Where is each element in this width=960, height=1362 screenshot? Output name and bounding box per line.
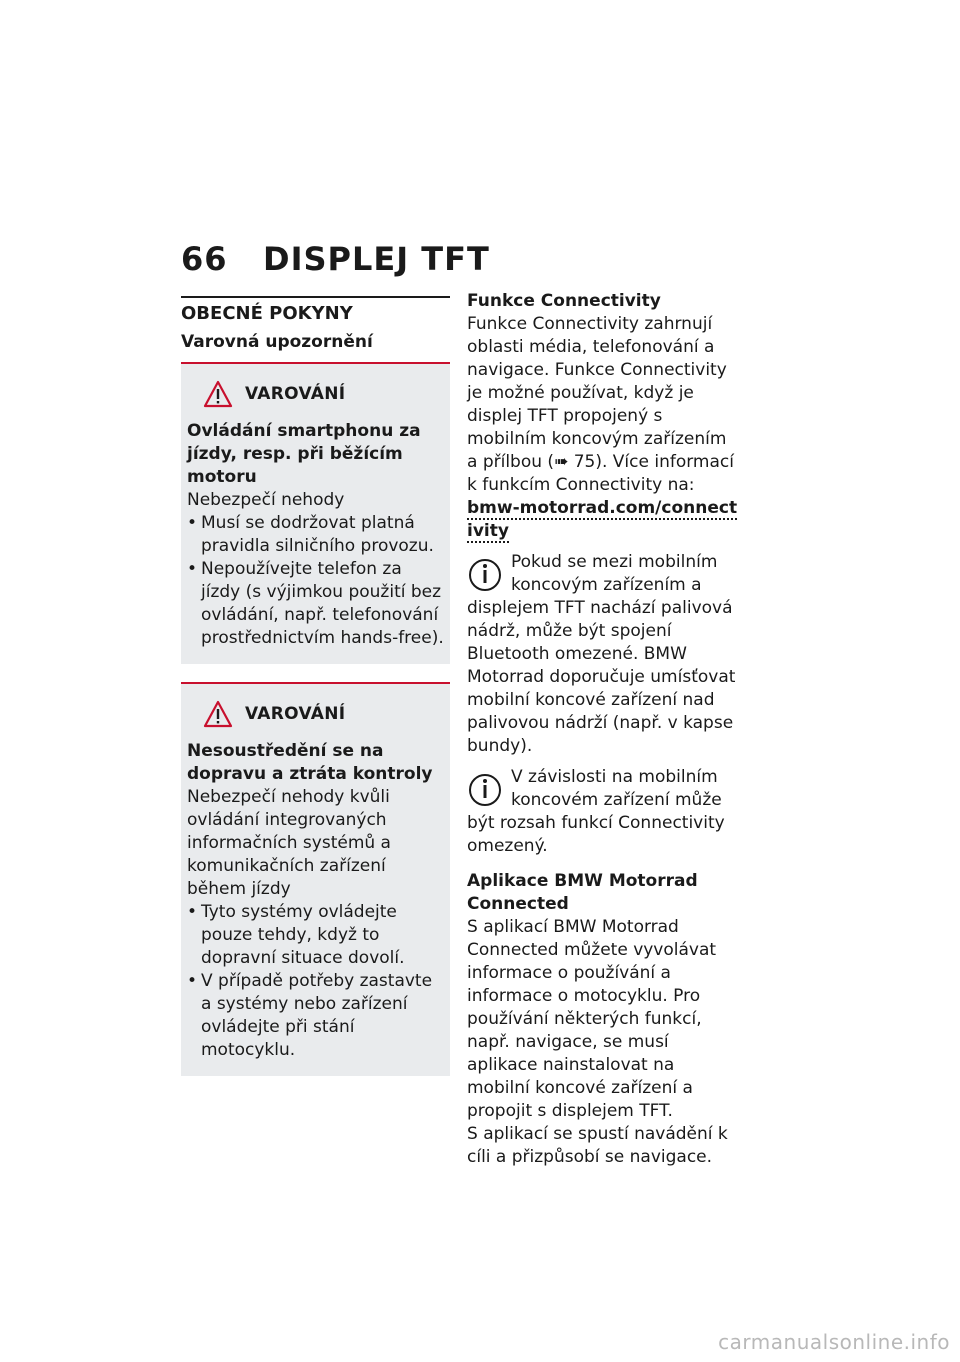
warning-label: VAROVÁNÍ bbox=[245, 703, 346, 724]
info-note-2 bbox=[467, 766, 742, 858]
warning-box-2 bbox=[181, 682, 450, 1076]
warning-box-1 bbox=[181, 364, 450, 664]
connectivity-link[interactable]: bmw-motorrad.com/connectivity bbox=[467, 498, 738, 541]
info-icon bbox=[467, 768, 503, 808]
connectivity-text bbox=[467, 313, 742, 497]
warning-label: VAROVÁNÍ bbox=[245, 383, 346, 404]
info-text: V závislosti na mobilním koncovém zařízení může být rozsah funkcí Connectivity omezený. bbox=[467, 767, 725, 856]
left-column bbox=[181, 296, 450, 1076]
page-heading bbox=[181, 240, 490, 278]
page-ref-arrow-icon: ➠ bbox=[554, 452, 569, 472]
app-text-1: S aplikací BMW Motorrad Connected můžete vyvolávat informace o používání a informace o motocyklu. Pro používání některých funkcí, např. navigace, se musí aplikace nainstalovat na mobilní koncové zařízení a propojit s displejem TFT. bbox=[467, 917, 717, 1121]
warning-triangle-icon bbox=[203, 700, 233, 728]
app-text-2: S aplikací se spustí navádění k cíli a přizpůsobí se navigace. bbox=[467, 1124, 728, 1167]
list-item: • Tyto systémy ovládejte pouze tehdy, když to dopravní situace dovolí. bbox=[187, 901, 444, 970]
right-column bbox=[467, 290, 742, 1169]
section-title: OBECNÉ POKYNY bbox=[181, 296, 450, 325]
page-number: 66 bbox=[181, 240, 228, 278]
warning-header bbox=[203, 380, 444, 408]
warning-bullets bbox=[187, 512, 444, 650]
warning-hazard: Nebezpečí nehody bbox=[187, 490, 345, 510]
list-item: • Nepoužívejte telefon za jízdy (s výjimkou použití bez ovládání, např. telefonování prostřednictvím hands-free). bbox=[187, 558, 444, 650]
warning-heading: Nesoustředění se na dopravu a ztráta kontroly bbox=[187, 741, 433, 784]
list-item: • Musí se dodržovat platná pravidla silničního provozu. bbox=[187, 512, 444, 558]
warning-heading: Ovládání smartphonu za jízdy, resp. při běžícím motoru bbox=[187, 421, 421, 487]
page-title: DISPLEJ TFT bbox=[263, 240, 490, 278]
connectivity-heading: Funkce Connectivity bbox=[467, 291, 661, 311]
list-item: • V případě potřeby zastavte a systémy nebo zařízení ovládejte při stání motocyklu. bbox=[187, 970, 444, 1062]
connectivity-text-part-1: Funkce Connectivity zahrnují oblasti média, telefonování a navigace. Funkce Connectivity je možné používat, když je displej TFT propojený s mobilním koncovým zařízením a přílbou ( bbox=[467, 314, 727, 472]
warning-hazard: Nebezpečí nehody kvůli ovládání integrovaných informačních systémů a komunikačních zařízení během jízdy bbox=[187, 787, 391, 899]
info-text: Pokud se mezi mobilním koncovým zařízením a displejem TFT nachází palivová nádrž, může být spojení Bluetooth omezené. BMW Motorrad doporučuje umísťovat mobilní koncové zařízení nad palivovou nádrží (např. v kapse bundy). bbox=[467, 552, 736, 756]
warning-triangle-icon bbox=[203, 380, 233, 408]
app-heading: Aplikace BMW Motorrad Connected bbox=[467, 871, 698, 914]
info-icon bbox=[467, 553, 503, 593]
warning-header bbox=[203, 700, 444, 728]
connectivity-text-part-2: ). Více informací k funkcím Connectivity na: bbox=[467, 452, 734, 495]
page-ref[interactable]: 75 bbox=[573, 452, 596, 472]
info-note-1 bbox=[467, 551, 742, 758]
watermark: carmanualsonline.info bbox=[718, 1330, 950, 1354]
warning-bullets bbox=[187, 901, 444, 1062]
subsection-title: Varovná upozornění bbox=[181, 332, 373, 352]
